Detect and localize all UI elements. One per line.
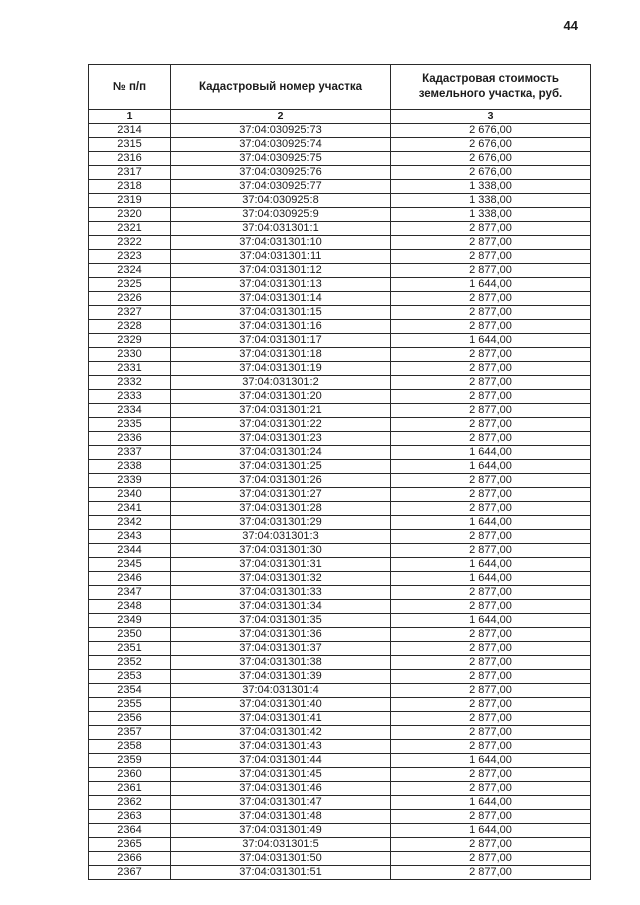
table-cell: 37:04:031301:4 — [171, 684, 391, 698]
table-row — [89, 306, 591, 320]
table-cell: 2365 — [89, 838, 171, 852]
table-cell: 2 877,00 — [391, 222, 591, 236]
table-cell: 37:04:031301:32 — [171, 572, 391, 586]
table-cell: 1 644,00 — [391, 824, 591, 838]
table-cell: 2333 — [89, 390, 171, 404]
table-cell: 2 877,00 — [391, 292, 591, 306]
table-row — [89, 768, 591, 782]
table-cell: 2 877,00 — [391, 390, 591, 404]
table-cell: 2342 — [89, 516, 171, 530]
table-row — [89, 376, 591, 390]
table-row — [89, 866, 591, 880]
table-cell: 37:04:031301:27 — [171, 488, 391, 502]
table-cell: 1 644,00 — [391, 572, 591, 586]
table-cell: 37:04:031301:18 — [171, 348, 391, 362]
table-cell: 37:04:031301:41 — [171, 712, 391, 726]
table-row — [89, 334, 591, 348]
table-cell: 2 877,00 — [391, 740, 591, 754]
table-cell: 2344 — [89, 544, 171, 558]
table-cell: 37:04:031301:28 — [171, 502, 391, 516]
table-header-row — [89, 65, 591, 110]
table-cell: 2347 — [89, 586, 171, 600]
table-cell: 2357 — [89, 726, 171, 740]
table-cell: 2 877,00 — [391, 530, 591, 544]
table-cell: 2364 — [89, 824, 171, 838]
table-row — [89, 670, 591, 684]
table-row — [89, 250, 591, 264]
table-cell: 37:04:031301:46 — [171, 782, 391, 796]
table-cell: 2339 — [89, 474, 171, 488]
table-row — [89, 726, 591, 740]
table-cell: 37:04:031301:12 — [171, 264, 391, 278]
table-cell: 2 877,00 — [391, 502, 591, 516]
table-cell: 37:04:031301:38 — [171, 656, 391, 670]
table-cell: 2353 — [89, 670, 171, 684]
table-cell: 1 338,00 — [391, 208, 591, 222]
table-row — [89, 614, 591, 628]
table-row — [89, 782, 591, 796]
table-row — [89, 404, 591, 418]
table-cell: 1 644,00 — [391, 334, 591, 348]
table-cell: 2325 — [89, 278, 171, 292]
table-cell: 2350 — [89, 628, 171, 642]
table-cell: 2354 — [89, 684, 171, 698]
table-cell: 2317 — [89, 166, 171, 180]
header-cadastral-number: Кадастровый номер участка — [171, 65, 391, 110]
table-row — [89, 418, 591, 432]
table-cell: 37:04:031301:40 — [171, 698, 391, 712]
table-cell: 2337 — [89, 446, 171, 460]
table-cell: 2367 — [89, 866, 171, 880]
table-cell: 37:04:031301:49 — [171, 824, 391, 838]
table-row — [89, 502, 591, 516]
table-cell: 2323 — [89, 250, 171, 264]
table-cell: 2 676,00 — [391, 124, 591, 138]
table-row — [89, 432, 591, 446]
table-cell: 2328 — [89, 320, 171, 334]
table-cell: 37:04:031301:51 — [171, 866, 391, 880]
table-cell: 2 877,00 — [391, 670, 591, 684]
table-cell: 37:04:031301:13 — [171, 278, 391, 292]
table-cell: 2316 — [89, 152, 171, 166]
table-row — [89, 852, 591, 866]
table-cell: 37:04:031301:31 — [171, 558, 391, 572]
table-cell: 2360 — [89, 768, 171, 782]
table-cell: 2 877,00 — [391, 838, 591, 852]
table-cell: 2 877,00 — [391, 362, 591, 376]
table-cell: 37:04:031301:29 — [171, 516, 391, 530]
table-cell: 2 877,00 — [391, 488, 591, 502]
table-row — [89, 628, 591, 642]
table-row — [89, 264, 591, 278]
table-cell: 37:04:031301:1 — [171, 222, 391, 236]
table-cell: 37:04:031301:39 — [171, 670, 391, 684]
table-cell: 2346 — [89, 572, 171, 586]
table-cell: 2 877,00 — [391, 712, 591, 726]
table-row — [89, 530, 591, 544]
table-cell: 1 338,00 — [391, 194, 591, 208]
table-cell: 2314 — [89, 124, 171, 138]
table-cell: 1 644,00 — [391, 796, 591, 810]
cadastral-table — [88, 64, 591, 880]
table-cell: 37:04:031301:11 — [171, 250, 391, 264]
table-cell: 37:04:030925:75 — [171, 152, 391, 166]
table-cell: 37:04:031301:42 — [171, 726, 391, 740]
table-cell: 2329 — [89, 334, 171, 348]
table-cell: 37:04:031301:24 — [171, 446, 391, 460]
table-row — [89, 278, 591, 292]
table-row — [89, 292, 591, 306]
table-cell: 2332 — [89, 376, 171, 390]
column-index: 2 — [171, 110, 391, 124]
table-cell: 37:04:030925:74 — [171, 138, 391, 152]
table-body — [89, 124, 591, 880]
table-cell: 2 877,00 — [391, 656, 591, 670]
table-cell: 2 676,00 — [391, 152, 591, 166]
table-cell: 2 877,00 — [391, 432, 591, 446]
table-cell: 2331 — [89, 362, 171, 376]
column-index: 1 — [89, 110, 171, 124]
table-cell: 2 877,00 — [391, 810, 591, 824]
table-cell: 37:04:031301:21 — [171, 404, 391, 418]
table-cell: 37:04:030925:9 — [171, 208, 391, 222]
column-index: 3 — [391, 110, 591, 124]
table-cell: 37:04:030925:76 — [171, 166, 391, 180]
table-cell: 2327 — [89, 306, 171, 320]
table-row — [89, 390, 591, 404]
table-cell: 2341 — [89, 502, 171, 516]
table-cell: 1 644,00 — [391, 614, 591, 628]
table-row — [89, 474, 591, 488]
table-cell: 37:04:031301:26 — [171, 474, 391, 488]
table-row — [89, 684, 591, 698]
table-cell: 37:04:031301:45 — [171, 768, 391, 782]
table-cell: 2 877,00 — [391, 684, 591, 698]
table-cell: 2 877,00 — [391, 306, 591, 320]
table-cell: 2 877,00 — [391, 320, 591, 334]
table-cell: 2 877,00 — [391, 642, 591, 656]
table-cell: 2358 — [89, 740, 171, 754]
table-cell: 2 877,00 — [391, 782, 591, 796]
table-cell: 37:04:031301:2 — [171, 376, 391, 390]
table-cell: 2 877,00 — [391, 376, 591, 390]
table-row — [89, 236, 591, 250]
table-cell: 2324 — [89, 264, 171, 278]
table-row — [89, 446, 591, 460]
table-cell: 1 644,00 — [391, 516, 591, 530]
table-cell: 2351 — [89, 642, 171, 656]
table-row — [89, 572, 591, 586]
table-cell: 2345 — [89, 558, 171, 572]
table-cell: 37:04:031301:48 — [171, 810, 391, 824]
table-cell: 2356 — [89, 712, 171, 726]
table-cell: 37:04:031301:19 — [171, 362, 391, 376]
table-cell: 37:04:030925:73 — [171, 124, 391, 138]
table-cell: 2 877,00 — [391, 250, 591, 264]
table-cell: 37:04:031301:22 — [171, 418, 391, 432]
table-row — [89, 124, 591, 138]
table-cell: 37:04:031301:16 — [171, 320, 391, 334]
table-cell: 2 877,00 — [391, 404, 591, 418]
table-cell: 2 877,00 — [391, 698, 591, 712]
table-cell: 37:04:031301:30 — [171, 544, 391, 558]
table-cell: 1 644,00 — [391, 558, 591, 572]
table-row — [89, 362, 591, 376]
table-cell: 37:04:031301:43 — [171, 740, 391, 754]
table-row — [89, 488, 591, 502]
table-cell: 2 877,00 — [391, 866, 591, 880]
table-cell: 2315 — [89, 138, 171, 152]
table-row — [89, 558, 591, 572]
table-cell: 2355 — [89, 698, 171, 712]
table-cell: 2 877,00 — [391, 726, 591, 740]
table-row — [89, 824, 591, 838]
table-cell: 2340 — [89, 488, 171, 502]
table-cell: 2 877,00 — [391, 586, 591, 600]
table-cell: 2320 — [89, 208, 171, 222]
table-cell: 2 877,00 — [391, 264, 591, 278]
table-cell: 37:04:031301:5 — [171, 838, 391, 852]
table-cell: 37:04:031301:47 — [171, 796, 391, 810]
table-cell: 37:04:031301:37 — [171, 642, 391, 656]
table-cell: 37:04:031301:36 — [171, 628, 391, 642]
table-cell: 37:04:031301:10 — [171, 236, 391, 250]
table-row — [89, 544, 591, 558]
table-cell: 2319 — [89, 194, 171, 208]
table-cell: 2 877,00 — [391, 600, 591, 614]
table-cell: 37:04:030925:8 — [171, 194, 391, 208]
table-cell: 2322 — [89, 236, 171, 250]
table-cell: 2363 — [89, 810, 171, 824]
table-cell: 2 676,00 — [391, 138, 591, 152]
table-cell: 1 644,00 — [391, 446, 591, 460]
table-cell: 2326 — [89, 292, 171, 306]
table-cell: 37:04:031301:35 — [171, 614, 391, 628]
table-cell: 2 877,00 — [391, 236, 591, 250]
table-cell: 2343 — [89, 530, 171, 544]
table-cell: 37:04:030925:77 — [171, 180, 391, 194]
table-cell: 2335 — [89, 418, 171, 432]
table-row — [89, 810, 591, 824]
table-cell: 2366 — [89, 852, 171, 866]
table-row — [89, 222, 591, 236]
table-row — [89, 712, 591, 726]
table-cell: 37:04:031301:25 — [171, 460, 391, 474]
table-row — [89, 600, 591, 614]
table-row — [89, 586, 591, 600]
table-cell: 37:04:031301:34 — [171, 600, 391, 614]
table-index-row — [89, 110, 591, 124]
table-cell: 2361 — [89, 782, 171, 796]
table-cell: 2 877,00 — [391, 768, 591, 782]
table-cell: 2338 — [89, 460, 171, 474]
table-row — [89, 166, 591, 180]
table-row — [89, 516, 591, 530]
table-cell: 2349 — [89, 614, 171, 628]
table-cell: 2321 — [89, 222, 171, 236]
table-cell: 1 644,00 — [391, 460, 591, 474]
table-cell: 37:04:031301:33 — [171, 586, 391, 600]
table-cell: 37:04:031301:15 — [171, 306, 391, 320]
table-cell: 2362 — [89, 796, 171, 810]
table-cell: 2330 — [89, 348, 171, 362]
table-cell: 37:04:031301:17 — [171, 334, 391, 348]
table-cell: 1 338,00 — [391, 180, 591, 194]
table-cell: 1 644,00 — [391, 278, 591, 292]
table-row — [89, 698, 591, 712]
table-cell: 2359 — [89, 754, 171, 768]
header-cadastral-value: Кадастровая стоимость земельного участка, руб. — [391, 65, 591, 110]
table-cell: 2352 — [89, 656, 171, 670]
table-row — [89, 754, 591, 768]
table-row — [89, 152, 591, 166]
header-row-number: № п/п — [89, 65, 171, 110]
table-cell: 2 877,00 — [391, 348, 591, 362]
table-cell: 2348 — [89, 600, 171, 614]
table-cell: 2334 — [89, 404, 171, 418]
table-cell: 37:04:031301:50 — [171, 852, 391, 866]
table-cell: 2 676,00 — [391, 166, 591, 180]
table-cell: 37:04:031301:3 — [171, 530, 391, 544]
table-cell: 1 644,00 — [391, 754, 591, 768]
table-cell: 2 877,00 — [391, 474, 591, 488]
table-cell: 2 877,00 — [391, 418, 591, 432]
table-cell: 2 877,00 — [391, 544, 591, 558]
table-row — [89, 656, 591, 670]
table-row — [89, 208, 591, 222]
table-cell: 2336 — [89, 432, 171, 446]
table-row — [89, 348, 591, 362]
table-cell: 37:04:031301:23 — [171, 432, 391, 446]
table-cell: 37:04:031301:20 — [171, 390, 391, 404]
table-row — [89, 180, 591, 194]
table-cell: 37:04:031301:44 — [171, 754, 391, 768]
table-row — [89, 460, 591, 474]
table-row — [89, 320, 591, 334]
table-row — [89, 740, 591, 754]
table-row — [89, 642, 591, 656]
table-row — [89, 838, 591, 852]
page-number: 44 — [563, 18, 578, 33]
table-row — [89, 796, 591, 810]
table-row — [89, 194, 591, 208]
table-cell: 37:04:031301:14 — [171, 292, 391, 306]
table-cell: 2318 — [89, 180, 171, 194]
table-row — [89, 138, 591, 152]
table-cell: 2 877,00 — [391, 628, 591, 642]
table-cell: 2 877,00 — [391, 852, 591, 866]
